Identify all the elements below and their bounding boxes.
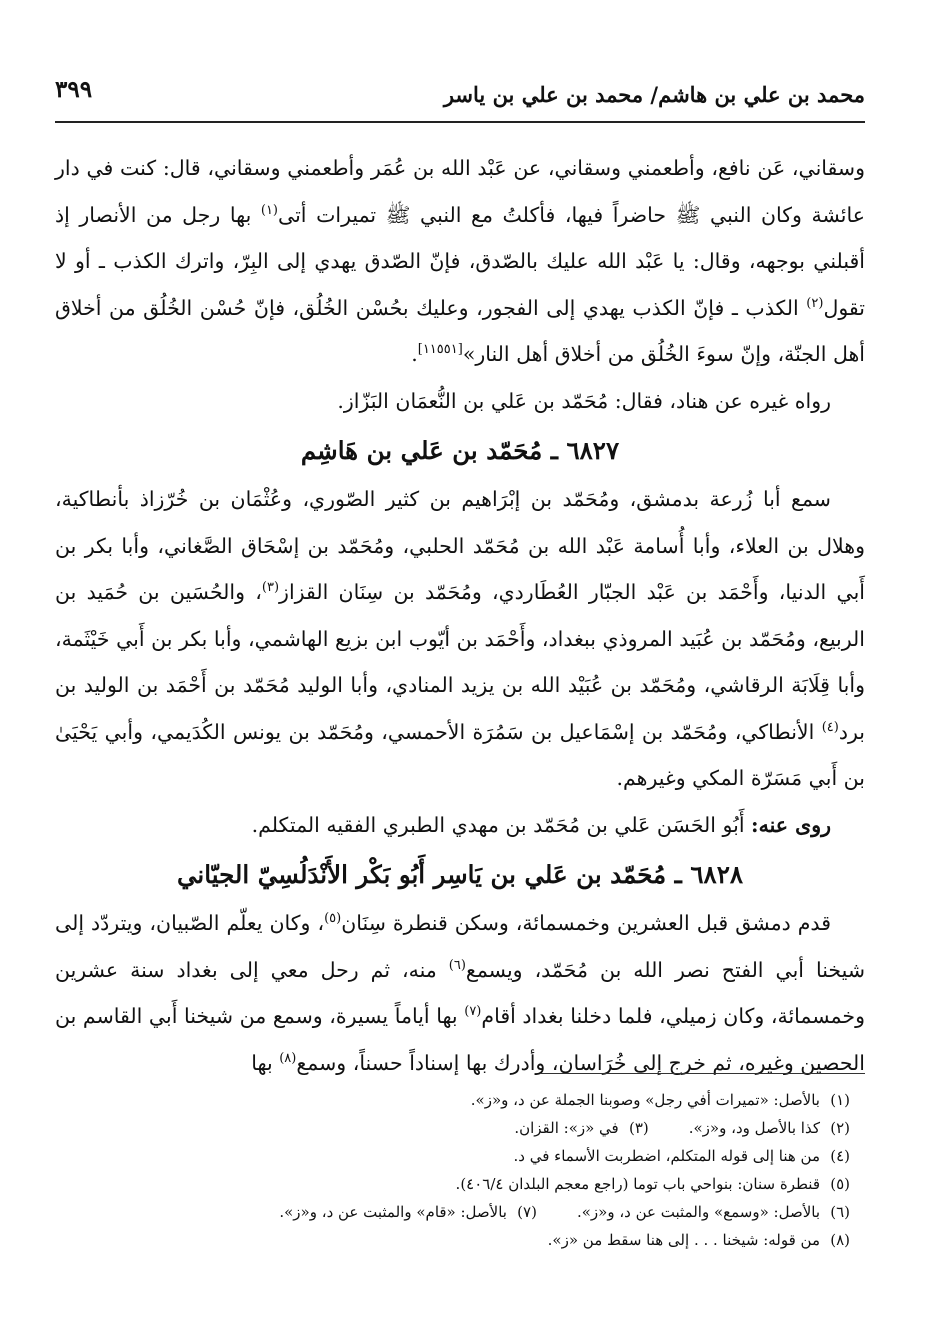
footnote-marker: (٥)	[324, 911, 342, 927]
footnote-text: كذا بالأصل ود، و«ز».	[688, 1119, 820, 1137]
text-segment: قدم دمشق قبل العشرين وخمسمائة، وسكن قنطرة سِنَان	[341, 911, 831, 935]
header-divider	[55, 121, 865, 123]
footnote-number: (٢)	[830, 1119, 850, 1137]
footnotes	[120, 1086, 850, 1254]
narrated-by-label: روى عنه:	[751, 812, 831, 837]
footnote-marker: (٧)	[464, 1004, 482, 1020]
footnote-text: بالأصل: «تميرات أفي رجل» وصوبنا الجملة عن د، و«ز».	[470, 1091, 820, 1109]
text-segment: منه، ثم رحل معي إلى بغداد سنة عشرين وخمسمائة، وكان زميلي، فلما دخلنا بغداد أقام	[55, 957, 865, 1028]
footnote	[120, 1170, 850, 1198]
running-head: محمد بن علي بن هاشم/ محمد بن علي بن ياسر	[443, 82, 865, 107]
text-segment: الكذب ـ فإنّ الكذب يهدي إلى الفجور، وعليك بحُسْن الخُلُق، فإنّ حُسْن الخُلُق من أخلاق أهل الجنّة، وإنّ سوءَ الخُلُق من أخلاق أهل النار»	[55, 295, 865, 366]
page-number: ٣٩٩	[55, 76, 93, 103]
main-text	[55, 145, 865, 1086]
footnote-number: (٦)	[830, 1203, 850, 1221]
hadith-reference-number: [١١٥٥١]	[417, 342, 463, 358]
text-segment: بها رجل من الأنصار إذ أقبلني بوجهه، وقال: يا عَبْد الله عليك بالصّدق، فإنّ الصّدق يهدي إلى البِرّ، واترك الكذب ـ أو لا تقول	[55, 202, 865, 320]
text-segment: ، والحُسَين بن حُمَيد بن الربيع، ومُحَمّد بن عُبَيد المروذي ببغداد، وأَحْمَد بن أيّوب ابن بزيع الهاشمي، وأبا بكر بن أَبي خَيْثَمة، وأبا قِلَابَة الرقاشي، ومُحَمّد بن عُبَيْد الله بن يزيد المنادي، وأبا الوليد مُحَمّد بن أَحْمَد بن الوليد بن برد	[55, 580, 865, 744]
entry-heading-6827: ٦٨٢٧ ـ مُحَمّد بن عَلي بن هَاشِم	[300, 436, 620, 465]
entry-6827-students	[55, 802, 865, 849]
footnote-text: في «ز»: القزان.	[514, 1119, 619, 1137]
footnote-number: (٨)	[830, 1231, 850, 1249]
footnote	[120, 1226, 850, 1254]
footnote-text: من هنا إلى قوله المتكلم، اضطربت الأسماء في د.	[513, 1147, 820, 1165]
footnote	[120, 1198, 850, 1226]
footnote	[120, 1086, 850, 1114]
hadith-paragraph: وسقاني، عَن نافع، وأطعمني وسقاني، عن عَبْد الله بن عُمَر وأطعمني وسقاني، قال: كنت في دار عائشة وكان النبي ﷺ حاضراً فيها، فأكلتُ مع النبي ﷺ تميرات أتى$^{(١)}$ بها رجل من الأنصار إذ أقبلني بوجهه، وقال: يا عَبْد الله عليك بالصّدق، فإنّ الصّدق يهدي إلى البِرّ، واترك الكذب ـ أو لا تقول$^{(٢)}$ الكذب ـ فإنّ الكذب يهدي إلى الفجور، وعليك بحُسْن الخُلُق، فإنّ حُسْن الخُلُق من أخلاق أهل الجنّة، وإنّ سوءَ الخُلُق من أخلاق أهل النار»[١١٥٥١].	[55, 156, 865, 366]
page-header	[55, 64, 865, 114]
footnote-marker: (١)	[260, 202, 278, 218]
footnote-text: بالأصل: «وسمع» والمثبت عن د، و«ز».	[576, 1203, 820, 1221]
footnote-number: (٥)	[830, 1175, 850, 1193]
footnote-divider	[540, 1073, 865, 1074]
text-segment: بها	[251, 1050, 280, 1075]
footnote-marker: (٣)	[261, 580, 280, 596]
footnote-marker: (٦)	[448, 957, 466, 973]
footnote-text: من قوله: شيخنا . . . إلى هنا سقط من «ز».	[547, 1231, 820, 1249]
entry-6828-biography	[55, 900, 865, 1086]
footnote	[120, 1114, 850, 1142]
footnote-marker: (٢)	[806, 295, 824, 311]
footnote-number: (٤)	[830, 1147, 850, 1165]
footnote-marker: (٤)	[821, 719, 839, 735]
footnote-text: قنطرة سنان: بنواحي باب توما (راجع معجم البلدان ٤٠٦/٤).	[455, 1175, 820, 1193]
text-segment: بها أياماً يسيرة، وسمع من شيخنا أَبي القاسم بن الحصين وغيره، ثم خرج إلى خُرَاسان، وأدرك بها إسناداً حسناً، وسمع	[55, 1004, 865, 1075]
entry-heading-6828: ٦٨٢٨ ـ مُحَمّد بن عَلي بن يَاسِر أَبُو بَكْر الأَنْدَلُسِيّ الجيّاني	[176, 860, 744, 889]
entry-6827-teachers	[55, 476, 865, 802]
text-segment: سمع أبا زُرعة بدمشق، ومُحَمّد بن إبْرَاهيم بن كثير الصّوري، وعُثْمَان بن خُرّزاذ بأنطاكية، وهلال بن العلاء، وأبا أُسامة عَبْد الله بن مُحَمّد الحلبي، ومُحَمّد بن إسْحَاق الصَّغاني، وأبا بكر بن أَبي الدنيا، وأَحْمَد بن عَبْد الجبّار العُطَاردي، ومُحَمّد بن سِنَان القزاز	[55, 487, 865, 604]
text-segment: ، وكان يعلّم الصّبيان، ويتردّد إلى شيخنا أبي الفتح نصر الله بن مُحَمّد، ويسمع	[55, 911, 865, 982]
narration-note: رواه غيره عن هناد، فقال: مُحَمّد بن عَلي بن النُّعمَان البَزّاز.	[337, 388, 831, 413]
footnote-number: (٧)	[517, 1203, 537, 1221]
text-segment: الأنطاكي، ومُحَمّد بن إسْمَاعيل بن سَمُرَة الأحمسي، ومُحَمّد بن يونس الكُدَيمي، وأبي يَحْيَىٰ بن أَبي مَسَرّة المكي وغيرهم.	[55, 719, 865, 790]
footnote-number: (٣)	[628, 1119, 649, 1137]
text-segment: وسقاني، عَن نافع، وأطعمني وسقاني، عن عَبْد الله بن عُمَر وأطعمني وسقاني، قال: كنت في دار عائشة وكان النبي ﷺ حاضراً فيها، فأكلتُ مع النبي ﷺ تميرات أتى	[55, 156, 865, 227]
footnote-number: (١)	[830, 1091, 850, 1109]
footnote	[120, 1142, 850, 1170]
text-segment: أَبُو الحَسَن عَلي بن مُحَمّد بن مهدي الطبري الفقيه المتكلم.	[251, 812, 752, 837]
footnote-text: بالأصل: «قام» والمثبت عن د، و«ز».	[279, 1203, 507, 1221]
footnote-marker: (٨)	[279, 1050, 297, 1066]
